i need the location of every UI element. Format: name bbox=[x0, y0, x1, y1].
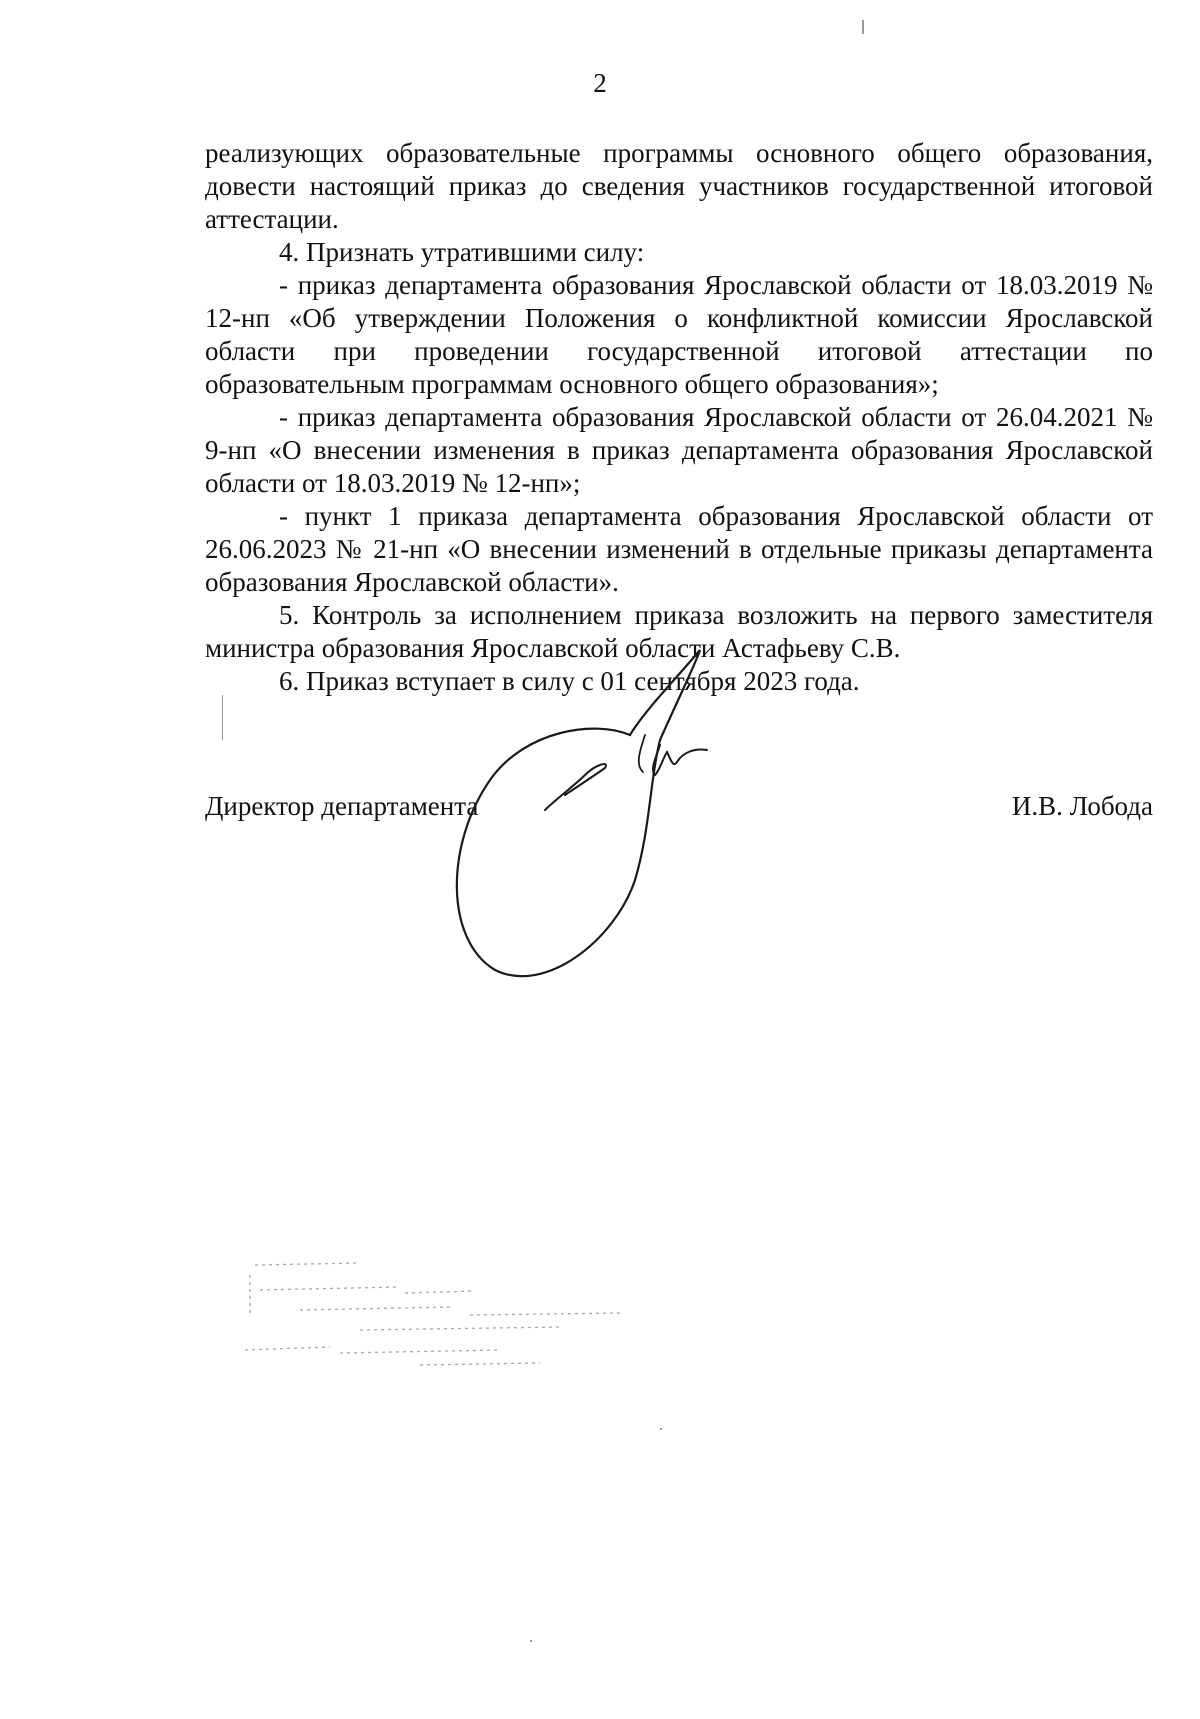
faded-stamp bbox=[240, 1255, 680, 1395]
scan-speck bbox=[530, 1640, 532, 1642]
scan-speck bbox=[222, 695, 223, 740]
scan-speck bbox=[660, 1428, 662, 1430]
paragraph-item-6: 6. Приказ вступает в силу с 01 сентября 2023 года. bbox=[279, 666, 860, 696]
paragraph-item-5: 5. Контроль за исполнением приказа возложить на первого заместителя министра образования Ярославской области Астафьеву С.В. bbox=[205, 600, 1153, 663]
paragraph-continuation: реализующих образовательные программы основного общего образования, довести настоящий приказ до сведения участников государственной итоговой аттестации. bbox=[205, 138, 1153, 234]
signatory-position: Директор департамента bbox=[205, 791, 479, 821]
signatory-name: И.В. Лобода bbox=[1011, 791, 1153, 821]
document-body bbox=[205, 137, 1153, 698]
page-number: 2 bbox=[593, 68, 607, 98]
scan-speck bbox=[862, 20, 864, 34]
handwritten-signature bbox=[445, 640, 775, 990]
paragraph-repeal-order-3: - пункт 1 приказа департамента образования Ярославской области от 26.06.2023 № 21-нп «О внесении изменений в отдельные приказы департамента образования Ярославской области». bbox=[205, 501, 1153, 597]
paragraph-repeal-order-1: - приказ департамента образования Ярославской области от 18.03.2019 № 12-нп «Об утверждении Положения о конфликтной комиссии Ярославской области при проведении государственной итоговой аттестации по образовательным программам основного общего образования»; bbox=[205, 270, 1153, 399]
paragraph-item-4: 4. Признать утратившими силу: bbox=[279, 237, 645, 267]
paragraph-repeal-order-2: - приказ департамента образования Ярославской области от 26.04.2021 № 9-нп «О внесении изменения в приказ департамента образования Ярославской области от 18.03.2019 № 12-нп»; bbox=[205, 402, 1153, 498]
